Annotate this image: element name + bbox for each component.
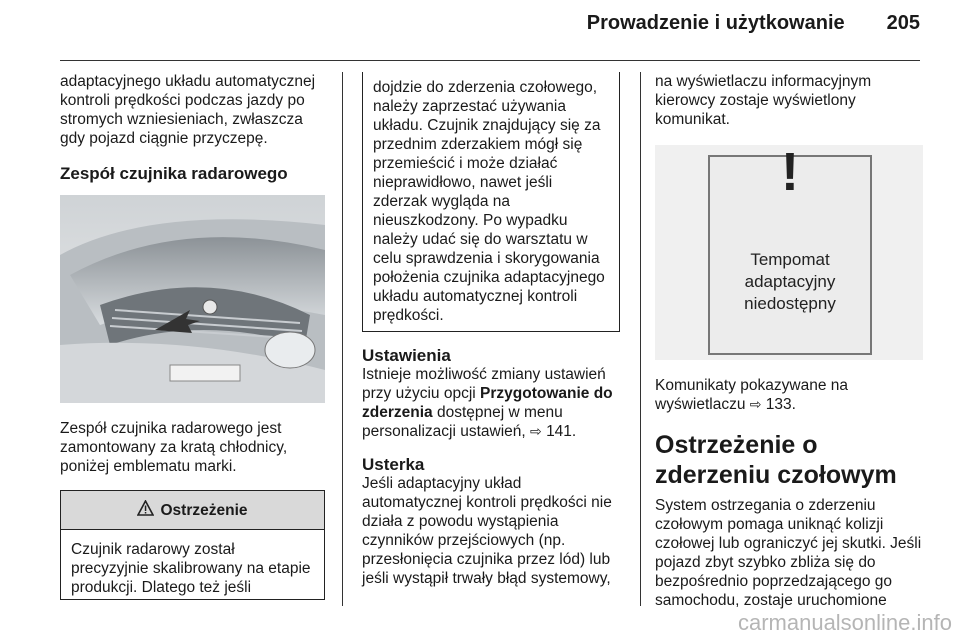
display-line: niedostępny	[744, 294, 836, 313]
car-front-photo	[60, 195, 325, 403]
warning-body: Czujnik radarowy został precyzyjnie skalibrowany na etapie produkcji. Dlatego też jeśli	[71, 541, 311, 596]
settings-heading: Ustawienia	[362, 346, 451, 365]
collision-warning-body: System ostrzegania o zderzeniu czołowym pomaga uniknąć kolizji czołowej lub ograniczyć jej skutki. Jeśli pojazd zbyt szybko zbliża się do bezpośrednio poprzedzającego go samochodu, zostaje uruchomione	[655, 497, 922, 609]
page-header	[587, 12, 920, 35]
photo-caption: Zespół czujnika radarowego jest zamontowany za kratą chłodnicy, poniżej emblematu marki.	[60, 420, 288, 475]
exclamation-icon: !	[781, 142, 799, 202]
header-rule	[60, 60, 920, 61]
column-separator	[342, 72, 343, 606]
warning-title: Ostrzeżenie	[160, 501, 248, 519]
messages-paragraph	[655, 376, 923, 414]
page-number: 205	[886, 12, 920, 34]
intro-paragraph: adaptacyjnego układu automatycznej kontroli prędkości podczas jazdy po stromych wzniesieniach, zwłaszcza gdy pojazd ciągnie przyczepę.	[60, 73, 316, 147]
column-3	[655, 72, 923, 610]
car-front-illustration	[60, 195, 325, 403]
column-2	[362, 72, 624, 588]
column-separator	[640, 72, 641, 606]
fault-heading: Usterka	[362, 455, 425, 474]
display-line: adaptacyjny	[744, 272, 836, 291]
display-message	[710, 249, 870, 315]
settings-paragraph	[362, 365, 624, 441]
messages-page-ref[interactable]: 133.	[765, 396, 796, 413]
reference-arrow-icon: ⇨	[530, 423, 542, 439]
settings-page-ref[interactable]: 141.	[546, 423, 577, 440]
column-1	[60, 72, 325, 600]
warning-header	[61, 491, 324, 530]
warning-box	[60, 490, 325, 600]
reference-arrow-icon: ⇨	[749, 396, 762, 412]
watermark: carmanualsonline.info	[737, 610, 952, 635]
display-line: Tempomat	[750, 250, 830, 269]
display-panel	[708, 142, 872, 355]
display-intro: na wyświetlaczu informacyjnym kierowcy zostaje wyświetlony komunikat.	[655, 73, 872, 128]
warning-continuation-box: dojdzie do zderzenia czołowego, należy zaprzestać używania układu. Czujnik znajdujący się za przednim zderzakiem mógł się przemieścić i może działać nieprawidłowo, nawet jeśli zderzak wygląda na nieuszkodzony. Po wypadku należy udać się do warsztatu w celu sprawdzenia i skorygowania położenia czujnika adaptacyjnego układu automatycznej kontroli prędkości.	[362, 72, 620, 332]
collision-warning-heading: Ostrzeżenie o zderzeniu czołowym	[655, 431, 897, 489]
driver-info-display	[655, 142, 923, 360]
warning-triangle-icon	[137, 500, 154, 521]
settings-keyword: Przygotowanie do zderzenia	[362, 385, 613, 421]
settings-text-pre: Istnieje możliwość zmiany ustawień przy użyciu opcji	[362, 366, 606, 402]
settings-text-post: dostępnej w menu personalizacji ustawień,	[362, 404, 563, 440]
messages-text: Komunikaty pokazywane na wyświetlaczu	[655, 377, 849, 413]
radar-sensor-heading: Zespół czujnika radarowego	[60, 164, 288, 183]
section-title: Prowadzenie i użytkowanie	[586, 12, 845, 34]
fault-paragraph: Jeśli adaptacyjny układ automatycznej kontroli prędkości nie działa z powodu wystąpienia czynników przejściowych (np. przesłonięcia czujnika przez lód) lub jeśli wystąpił trwały błąd systemowy,	[362, 475, 612, 587]
